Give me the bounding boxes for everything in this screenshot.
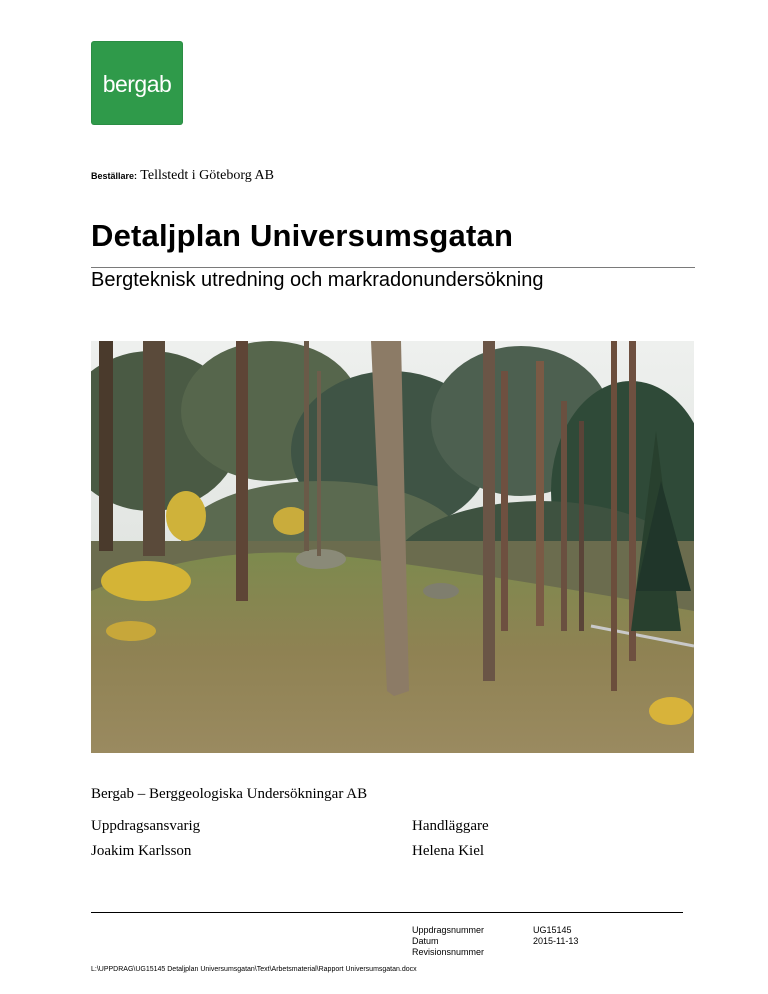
logo-text: bergab — [102, 71, 172, 97]
date-value: 2015-11-13 — [533, 936, 579, 946]
case-officer-name: Helena Kiel — [412, 843, 485, 859]
client-label: Beställare: — [91, 171, 138, 181]
file-path: L:\UPPDRAG\UG15145 Detaljplan Universumsgatan\Text\Arbetsmaterial\Rapport Universumsgatan.docx — [91, 966, 417, 973]
revision-number-label: Revisionsnummer — [412, 947, 485, 957]
client-line — [91, 168, 274, 184]
document-subtitle: Bergteknisk utredning och markradonundersökning — [91, 269, 544, 291]
bergab-logo — [91, 41, 183, 125]
meta-labels — [412, 925, 484, 958]
assignment-number-value: UG15145 — [533, 925, 572, 935]
cover-photo-forest — [91, 341, 694, 753]
client-value: Tellstedt i Göteborg AB — [140, 168, 274, 183]
title-divider — [91, 267, 695, 268]
assignment-number-label: Uppdragsnummer — [412, 925, 485, 935]
assignment-lead-label: Uppdragsansvarig — [91, 818, 201, 834]
footer-divider — [91, 912, 683, 913]
meta-values — [533, 925, 578, 947]
assignment-lead-name: Joakim Karlsson — [91, 843, 192, 859]
date-label: Datum — [412, 936, 439, 946]
case-officer-label: Handläggare — [412, 818, 489, 834]
company-name: Bergab – Berggeologiska Undersökningar AB — [91, 786, 368, 802]
document-title: Detaljplan Universumsgatan — [91, 218, 514, 253]
